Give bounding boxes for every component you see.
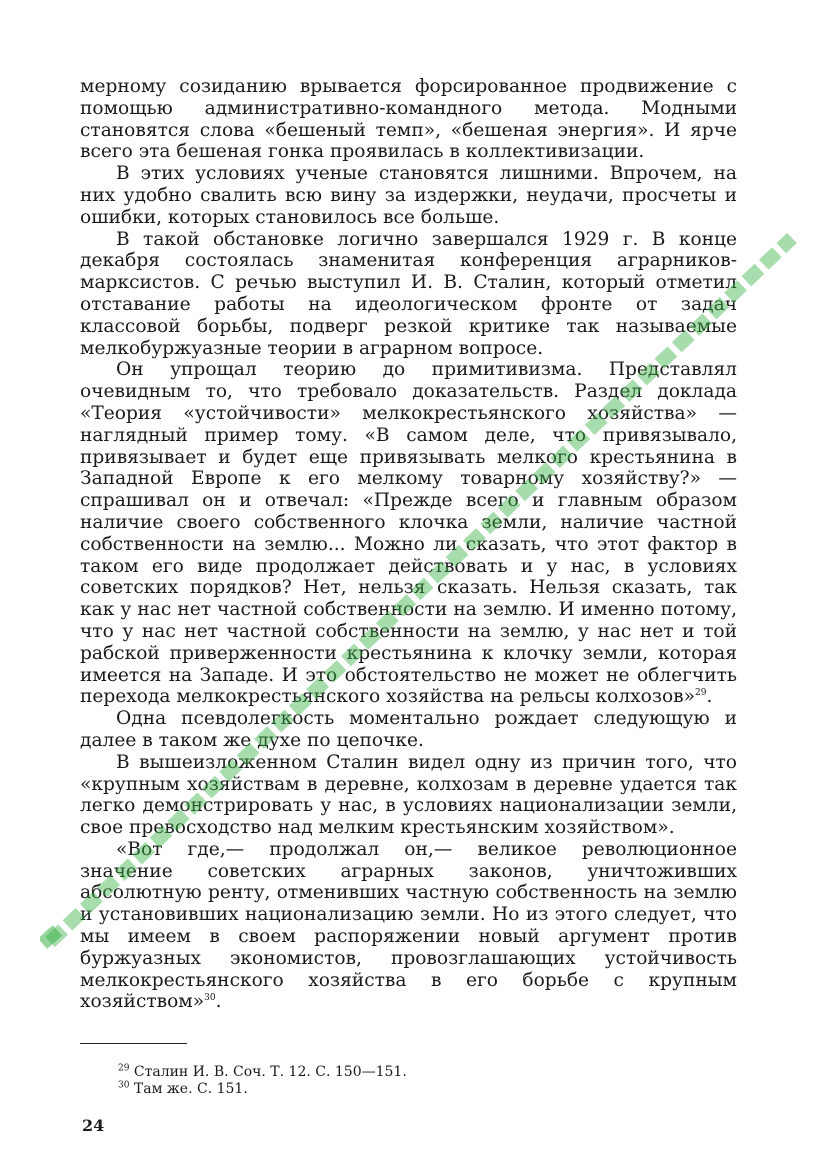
footnote-text: Сталин И. В. Соч. Т. 12. С. 150—151. [133, 1064, 407, 1080]
footnote-ref-30[interactable]: 30 [204, 993, 216, 1004]
footnote-ref-29[interactable]: 29 [695, 688, 707, 699]
paragraph-1: мерному созиданию врывается форсированное продвижение с помощью административно-командного метода. Модными становятся слова «бешеный темп», «бешеная энергия». И ярче всего эта бешеная гонка проявилась в коллективизации. [80, 76, 737, 163]
footnote-text: Там же. С. 151. [133, 1081, 248, 1097]
paragraph-6: В вышеизложенном Сталин видел одну из причин того, что «крупным хозяйствам в деревне, колхозам в деревне удается так легко демонстрировать у нас, в условиях национализации земли, свое превосходство над мелким крестьянским хозяйством». [80, 751, 737, 839]
footnote-30 [118, 1081, 678, 1098]
body-text [80, 76, 737, 1013]
footnote-number: 29 [118, 1063, 130, 1074]
paragraph-5: Одна псевдолегкость моментально рождает следующую и далее в таком же духе по цепочке. [80, 708, 737, 751]
paragraph-7: «Вот где,— продолжал он,— великое революционное значение советских аграрных законов, уничтоживших абсолютную ренту, отменивших частную собственность на землю и установивших национализацию земли. Но из этого следует, что мы имеем в своем распоряжении новый аргумент против буржуазных экономистов, провозглашающих устойчивость мелкокрестьянского хозяйства в его борьбе с крупным хозяйством»$^{30}$. [80, 838, 737, 1013]
footnotes [118, 1064, 678, 1098]
paragraph-4-text: Он упрощал теорию до примитивизма. Представлял очевидным то, что требовало доказательств. Раздел доклада «Теория «устойчивости» мелкокрестьянского хозяйства» — наглядный пример тому. «В самом деле, что привязывало, привязывает и будет еще привязывать мелкого крестьянина в Западной Европе к его мелкому товарному хозяйству?» — спрашивал он и отвечал: «Прежде всего и главным образом наличие своего собственного клочка земли, наличие частной собственности на землю... Можно ли сказать, что этот фактор в таком его виде продолжает действовать и у нас, в условиях советских порядков? Нет, нельзя сказать. Нельзя сказать, так как у нас нет частной собственности на землю. И именно потому, что у нас нет частной собственности на землю, у нас нет и той рабской приверженности крестьянина к клочку земли, которая имеется на Западе. И это обстоятельство не может не облегчить перехода мелкокрестьянского хозяйства на рельсы колхозов» [80, 359, 737, 708]
footnote-divider [80, 1043, 187, 1044]
paragraph-2: В этих условиях ученые становятся лишними. Впрочем, на них удобно свалить всю вину за издержки, неудачи, просчеты и ошибки, которых становилось все больше. [80, 163, 737, 228]
paragraph-4: Он упрощал теорию до примитивизма. Представлял очевидным то, что требовало доказательств. Раздел доклада «Теория «устойчивости» мелкокрестьянского хозяйства» — наглядный пример тому. «В самом деле, что привязывало, привязывает и будет еще привязывать мелкого крестьянина в Западной Европе к его мелкому товарному хозяйству?» — спрашивал он и отвечал: «Прежде всего и главным образом наличие своего собственного клочка земли, наличие частной собственности на землю... Можно ли сказать, что этот фактор в таком его виде продолжает действовать и у нас, в условиях советских порядков? Нет, нельзя сказать. Нельзя сказать, так как у нас нет частной собственности на землю. И именно потому, что у нас нет частной собственности на землю, у нас нет и той рабской приверженности крестьянина к клочку земли, которая имеется на Западе. И это обстоятельство не может не облегчить перехода мелкокрестьянского хозяйства на рельсы колхозов»$^{29}$. [80, 359, 737, 708]
footnote-29 [118, 1064, 678, 1081]
paragraph-7-text: «Вот где,— продолжал он,— великое революционное значение советских аграрных законов, уничтоживших абсолютную ренту, отменивших частную собственность на землю и установивших национализацию земли. Но из этого следует, что мы имеем в своем распоряжении новый аргумент против буржуазных экономистов, провозглашающих устойчивость мелкокрестьянского хозяйства в его борьбе с крупным хозяйством» [80, 838, 737, 1013]
paragraph-3: В такой обстановке логично завершался 1929 г. В конце декабря состоялась знаменитая конференция аграрников-марксистов. С речью выступил И. В. Сталин, который отметил отставание работы на идеологическом фронте от задач классовой борьбы, подверг резкой критике так называемые мелкобуржуазные теории в аграрном вопросе. [80, 228, 737, 359]
footnote-number: 30 [118, 1080, 130, 1091]
page-number: 24 [82, 1116, 105, 1135]
